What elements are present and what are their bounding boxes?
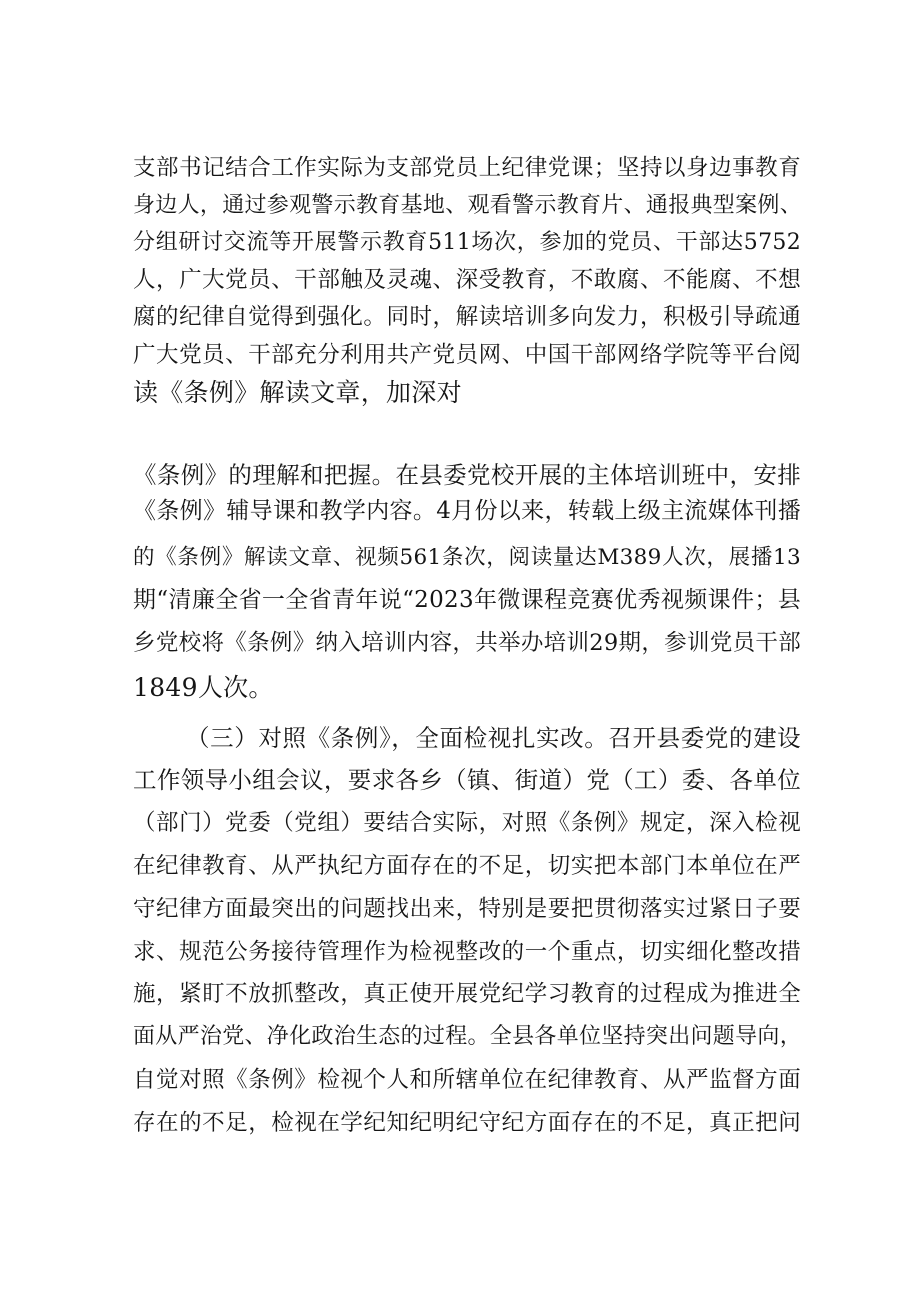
text-line: 守纪律方面最突出的问题找出来，特别是要把贯彻落实过紧日子要 bbox=[133, 896, 801, 922]
text-line: 身边人，通过参观警示教育基地、观看警示教育片、通报典型案例、 bbox=[133, 193, 803, 218]
text-line: 求、规范公务接待管理作为检视整改的一个重点，切实细化整改措 bbox=[133, 939, 801, 965]
text-line: 的《条例》解读文章、视频561条次，阅读量达M389人次，展播13 bbox=[133, 545, 801, 570]
text-line: 广大党员、干部充分利用共产党员网、中国干部网络学院等平台阅 bbox=[133, 342, 801, 368]
text-line: 《条例》辅导课和教学内容。4月份以来，转载上级主流媒体刊播 bbox=[133, 498, 801, 524]
text-line: 支部书记结合工作实际为支部党员上纪律党课；坚持以身边事教育 bbox=[133, 155, 801, 181]
text-line: 在纪律教育、从严执纪方面存在的不足，切实把本部门本单位在严 bbox=[133, 853, 801, 879]
text-line: （三）对照《条例》，全面检视扎实改。召开县委党的建设 bbox=[186, 724, 801, 752]
text-line: 1849人次。 bbox=[133, 673, 274, 702]
text-line: 乡党校将《条例》纳入培训内容，共举办培训29期，参训党员干部 bbox=[133, 630, 801, 656]
text-line: 工作领导小组会议，要求各乡（镇、街道）党（工）委、各单位 bbox=[133, 766, 801, 794]
text-line: 《条例》的理解和把握。在县委党校开展的主体培训班中，安排 bbox=[133, 461, 801, 489]
text-line: 分组研讨交流等开展警示教育511场次，参加的党员、干部达5752 bbox=[133, 230, 801, 255]
text-line: 读《条例》解读文章，加深对 bbox=[133, 378, 462, 407]
text-line: （部门）党委（党组）要结合实际，对照《条例》规定，深入检视 bbox=[133, 810, 801, 836]
text-line: 期“清廉全省一全省青年说“2023年微课程竞赛优秀视频课件；县 bbox=[133, 587, 801, 613]
text-line: 存在的不足，检视在学纪知纪明纪守纪方面存在的不足，真正把问 bbox=[133, 1110, 801, 1136]
text-line: 腐的纪律自觉得到强化。同时，解读培训多向发力，积极引导疏通 bbox=[133, 304, 801, 330]
text-line: 施，紧盯不放抓整改，真正使开展党纪学习教育的过程成为推进全 bbox=[133, 981, 801, 1007]
text-line: 人，广大党员、干部触及灵魂、深受教育，不敢腐、不能腐、不想 bbox=[133, 267, 801, 293]
text-line: 面从严治党、净化政治生态的过程。全县各单位坚持突出问题导向， bbox=[133, 1024, 803, 1049]
text-line: 自觉对照《条例》检视个人和所辖单位在纪律教育、从严监督方面 bbox=[133, 1067, 801, 1093]
